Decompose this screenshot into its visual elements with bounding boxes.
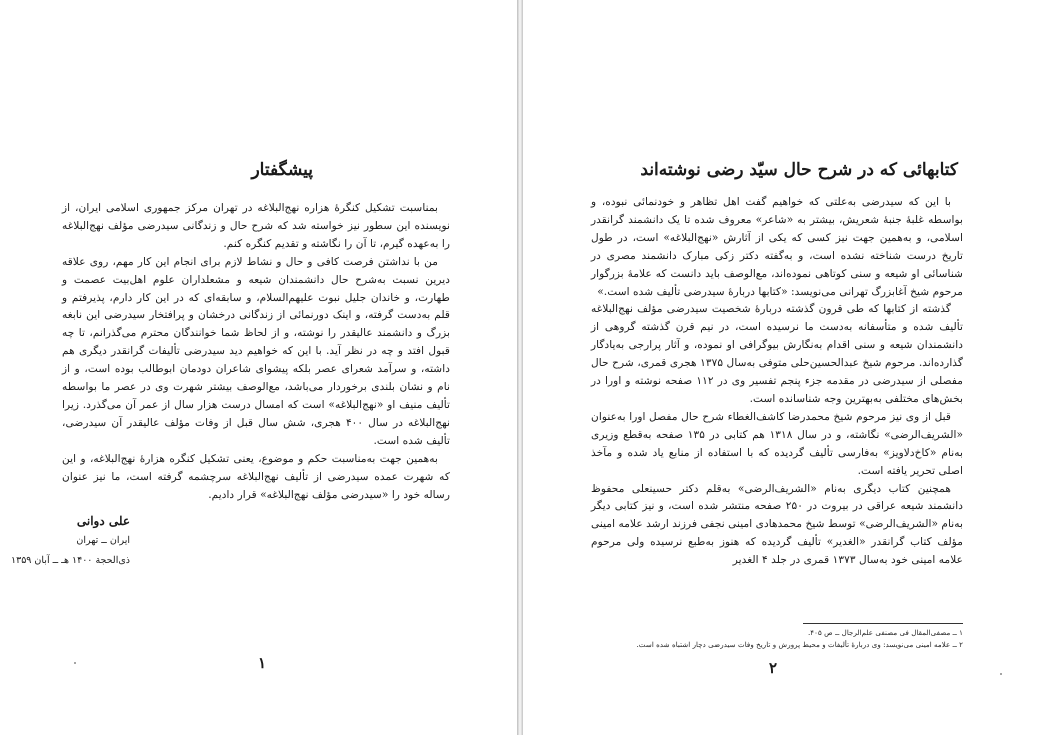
- right-page: [523, 0, 1041, 735]
- scan-speck: [74, 662, 76, 664]
- signature-place: ایران ــ تهران: [76, 535, 130, 546]
- signature-block: [11, 511, 130, 571]
- paragraph: من با نداشتن فرصت کافی و حال و نشاط لازم برای انجام این کار مهم، روی علاقه دیرین نسبت به‌شرح حال دانشمندان شیعه و مشعلداران علوم اهل‌بیت عصمت و طهارت، و خاندان جلیل نبوت علیهم‌السلام، و سابقه‌ای که در این کار دارم، پذیرفتم و قلم به‌دست گرفته، و اینک دورنمائی از زندگانی درخشان و پرافتخار سیدرضی این نابغه بزرگ و دانشمند عالیقدر را نوشته، و از لحاظ شما خوانندگان محترم می‌گذرانم، تا چه قبول افتد و چه در نظر آید. با این که خواهیم دید سیدرضی تألیفات گرانقدر دیگری هم داشته، و سرآمد شعرای عصر بلکه پیشوای شاعران دودمان ابوطالب بوده است، و از نام و نشان بلندی برخوردار می‌باشد، مع‌الوصف بیشتر شهرت وی در عصر ما بواسطه تألیف منیف او «نهج‌البلاغه» است که امسال درست هزار سال از عمر آن می‌گذرد. زیرا نهج‌البلاغه در سال ۴۰۰ هجری، شش سال قبل از وفات مؤلف عالیقدر آن سیدرضی، تألیف شده است.: [62, 254, 450, 447]
- paragraph: همچنین کتاب دیگری به‌نام «الشریف‌الرضی» به‌قلم دکتر حسینعلی محفوظ دانشمند شیعه عراقی در بیروت در ۲۵۰ صفحه منتشر شده است، و نیز کتابی دیگر به‌نام «الشریف‌الرضی» توسط شیخ محمدهادی امینی نجفی فرزند ارشد علامه امینی مؤلف کتاب گرانقدر «الغدیر» تألیف گردیده که هنوز به‌طبع نرسیده ولی مرحوم علامه امینی خود به‌سال ۱۳۷۳ قمری در جلد ۴ الغدیر: [591, 481, 964, 567]
- author-name: علی دوانی: [76, 514, 130, 528]
- scan-speck: [1000, 673, 1002, 675]
- paragraph: با این که سیدرضی به‌علتی که خواهیم گفت اهل تظاهر و خودنمائی نبوده، و بواسطه غلبهٔ جنبهٔ شعریش، بیشتر به «شاعر» معروف شده تا یک دانشمند گرانقدر اسلامی، و به‌همین جهت نیز کسی که یکی از آثارش «نهج‌البلاغه» است، در طول تاریخ درست شناخته نشده است، و به‌گفته دکتر زکی مبارک دانشمند مصری در شناسائی او شیعه و سنی کوتاهی نموده‌اند، مع‌الوصف باید دانست که علامهٔ بزرگوار مرحوم شیخ آغابزرگ تهرانی می‌نویسد: «کتابها دربارهٔ سیدرضی تألیف شده است.»: [591, 195, 963, 298]
- page-number: ۱: [258, 654, 267, 672]
- footnote-rule: [803, 623, 963, 624]
- paragraph: به‌همین جهت به‌مناسبت حکم و موضوع، یعنی تشکیل کنگره هزارهٔ نهج‌البلاغه، و این که شهرت عمده سیدرضی از تألیف نهج‌البلاغه سرچشمه گرفته است، ما نیز عنوان رساله خود را «سیدرضی مؤلف نهج‌البلاغه» قرار دادیم.: [62, 451, 450, 501]
- footnote: ۲ ــ علامه امینی می‌نویسد: وی دربارهٔ تألیفات و محیط پرورش و تاریخ وفات سیدرضی دچار اشتباه شده است.: [636, 640, 963, 649]
- signature-date: ذی‌الحجة ۱۴۰۰ هـ ــ آبان ۱۳۵۹: [10, 555, 130, 566]
- page-title: کتابهائی که در شرح حال سیّد رضی نوشته‌اند: [640, 160, 958, 180]
- paragraph: بمناسبت تشکیل کنگرهٔ هزاره نهج‌البلاغه در تهران مرکز جمهوری اسلامی ایران، از نویسنده این سطور نیز خواسته شد که شرح حال و زندگانی سیدرضی مؤلف نهج‌البلاغه را به‌عهده گیرم، تا آن را نگاشته و تقدیم کنگره کنم.: [62, 201, 450, 250]
- page-title: پیشگفتار: [251, 160, 313, 180]
- page-number: ۲: [769, 659, 778, 677]
- left-page: [0, 0, 518, 735]
- footnotes: [633, 627, 963, 651]
- preface-body: [62, 199, 450, 503]
- paragraph: قبل از وی نیز مرحوم شیخ محمدرضا کاشف‌الغطاء شرح حال مفصل اورا به‌عنوان «الشریف‌الرضی» نگاشته، و در سال ۱۳۱۸ هم کتابی در ۱۳۵ صفحه به‌قطع وزیری به‌نام «کاخ‌دلاویز» به‌فارسی تألیف گردیده که با استفاده از منابع یاد شده و مآخذ اصلی تحریر یافته است.: [591, 409, 963, 477]
- chapter-body: [591, 193, 963, 569]
- footnote: ۱ ــ مصفی‌المقال فی مصنفی علم‌الرجال ــ ص ۴۰۵.: [807, 628, 963, 637]
- paragraph: گذشته از کتابها که طی قرون گذشته دربارهٔ شخصیت سیدرضی مؤلف نهج‌البلاغه تألیف شده و متأسفانه به‌دست ما نرسیده است، در نیم قرن گذشته گروهی از دانشمندان شیعه و سنی اقدام به‌نگارش بیوگرافی او نموده، و آثار پرارجی به‌یادگار گذارده‌اند. مرحوم شیخ عبدالحسین‌حلی متوفی به‌سال ۱۳۷۵ هجری قمری، شرح حال مفصلی از سیدرضی در مقدمه جزء پنجم تفسیر وی در ۱۱۲ صفحه نوشته و اورا در بخش‌های مختلفی به‌بهترین وجه شناسانده است.: [591, 302, 964, 405]
